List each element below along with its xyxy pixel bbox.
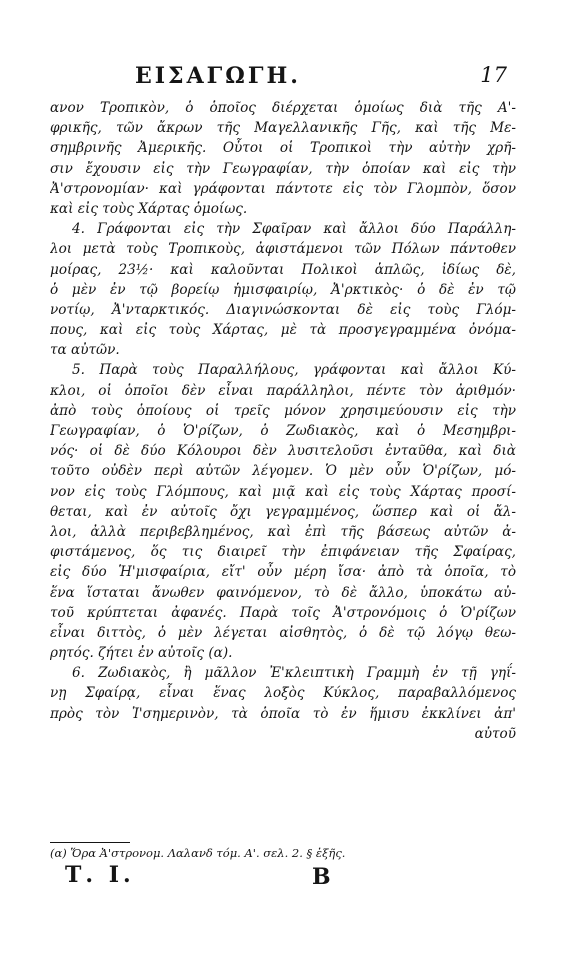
- printer-signature: [50, 862, 516, 892]
- text-line: Ἀ'στρονομίαν· καὶ γράφονται πάντοτε εἰς τὸν Γλομπὸν, ὅσον: [50, 180, 516, 197]
- text-line: εἰς δύο Ἡ'μισφαίρια, εἴτ' οὖν μέρη ἴσα· ἀπὸ τὰ ὁποῖα, τὸ: [50, 564, 516, 581]
- text-line: ρητός. ζήτει ἐν αὐτοῖς (α).: [50, 645, 233, 662]
- catchword: αὐτοῦ: [474, 725, 516, 742]
- text-line: θεται, καὶ ἐν αὐτοῖς ὄχι γεγραμμένος, ὥσπερ καὶ οἱ ἄλ-: [50, 503, 516, 520]
- text-line: τοῦ κρύπτεται ἀφανές. Παρὰ τοῖς Ἀ'στρονόμοις ὁ Ὁ'ρίζων: [50, 604, 516, 621]
- text-line: εἶναι διττὸς, ὁ μὲν λέγεται αἰσθητὸς, ὁ δὲ τῷ λόγῳ θεω-: [50, 624, 516, 641]
- paragraph-4-start: 4. Γράφονται εἰς τὴν Σφαῖραν καὶ ἄλλοι δύο Παράλλη-: [72, 221, 516, 238]
- text-line: ἕνα ἵσταται ἄνωθεν φαινόμενον, τὸ δὲ ἄλλο, ὑποκάτω αὐ-: [50, 584, 516, 601]
- footnote: (α) Ὅρα Ἀ'στρονομ. Λαλανδ τόμ. Α'. σελ. 2. § ἑξῆς.: [50, 846, 346, 860]
- text-line: νός· οἱ δὲ δύο Κόλουροι δὲν λυσιτελοῦσι ἐνταῦθα, καὶ διὰ: [50, 443, 516, 460]
- text-line: λοι, ἀλλὰ περιβεβλημένος, καὶ ἐπὶ τῆς βάσεως αὐτῶν ἀ-: [50, 523, 516, 540]
- volume-mark: Τ. Ι.: [65, 862, 135, 888]
- text-line: ὁ μὲν ἐν τῷ βορείῳ ἡμισφαιρίῳ, Ἀ'ρκτικὸς· ὁ δὲ ἐν τῷ: [50, 281, 516, 298]
- text-line: σιν ἔχουσιν εἰς τὴν Γεωγραφίαν, τὴν ὁποίαν καὶ εἰς τὴν: [50, 160, 516, 177]
- text-line: ἀπὸ τοὺς ὁποίους οἱ τρεῖς μόνον χρησιμεύουσιν εἰς τὴν: [50, 402, 516, 419]
- text-line: τοῦτο οὐδὲν περὶ αὐτῶν λέγομεν. Ὁ μὲν οὖν Ὁ'ρίζων, μό-: [50, 463, 516, 480]
- paragraph-6-start: 6. Ζωδιακὸς, ἢ μᾶλλον Ἐ'κλειπτικὴ Γραμμὴ ἐν τῇ γηΐ-: [72, 665, 516, 682]
- page-number: 17: [480, 63, 507, 87]
- text-line: ανον Τροπικὸν, ὁ ὁποῖος διέρχεται ὁμοίως διὰ τῆς Α'-: [50, 100, 516, 116]
- text-line: κλοι, οἱ ὁποῖοι δὲν εἶναι παράλληλοι, πέντε τὸν ἀριθμόν·: [50, 382, 516, 399]
- text-line: νον εἰς τοὺς Γλόμπους, καὶ μιᾷ καὶ εἰς τοὺς Χάρτας προσί-: [50, 483, 516, 500]
- text-line: νοτίῳ, Ἀ'νταρκτικός. Διαγινώσκονται δὲ εἰς τοὺς Γλόμ-: [50, 301, 516, 318]
- page-header: [60, 63, 507, 93]
- text-line: μοίρας, 23½· καὶ καλοῦνται Πολικοὶ ἁπλῶς, ἰδίως δὲ,: [50, 261, 516, 278]
- text-line: πους, καὶ εἰς τοὺς Χάρτας, μὲ τὰ προσγεγραμμένα ὀνόμα-: [50, 322, 516, 339]
- text-line: τα αὐτῶν.: [50, 342, 120, 359]
- text-line: φιστάμενος, ὅς τις διαιρεῖ τὴν ἐπιφάνειαν τῆς Σφαίρας,: [50, 544, 516, 561]
- paragraph-5-start: 5. Παρὰ τοὺς Παραλλήλους, γράφονται καὶ ἄλλοι Κύ-: [72, 362, 516, 379]
- running-head: ΕΙΣΑΓΩΓΗ.: [135, 63, 301, 89]
- gathering-mark: Β: [312, 864, 331, 890]
- text-line: νῃ Σφαίρᾳ, εἶναι ἕνας λοξὸς Κύκλος, παραβαλλόμενος: [50, 685, 516, 702]
- text-line: καὶ εἰς τοὺς Χάρτας ὁμοίως.: [50, 200, 248, 217]
- footnote-rule: [50, 842, 130, 843]
- text-line: φρικῆς, τῶν ἄκρων τῆς Μαγελλανικῆς Γῆς, καὶ τῆς Με-: [50, 120, 516, 137]
- text-line: Γεωγραφίαν, ὁ Ὁ'ρίζων, ὁ Ζωδιακὸς, καὶ ὁ Μεσημβρι-: [50, 423, 516, 439]
- body-text: [50, 98, 516, 744]
- text-line: πρὸς τὸν Ἰ'σημερινὸν, τὰ ὁποῖα τὸ ἐν ἥμισυ ἐκκλίνει ἀπ': [50, 705, 516, 722]
- text-line: σημβρινῆς Ἀμερικῆς. Οὗτοι οἱ Τροπικοὶ τὴν αὐτὴν χρῆ-: [50, 140, 516, 157]
- text-line: λοι μετὰ τοὺς Τροπικοὺς, ἀφιστάμενοι τῶν Πόλων πάντοθεν: [50, 241, 516, 258]
